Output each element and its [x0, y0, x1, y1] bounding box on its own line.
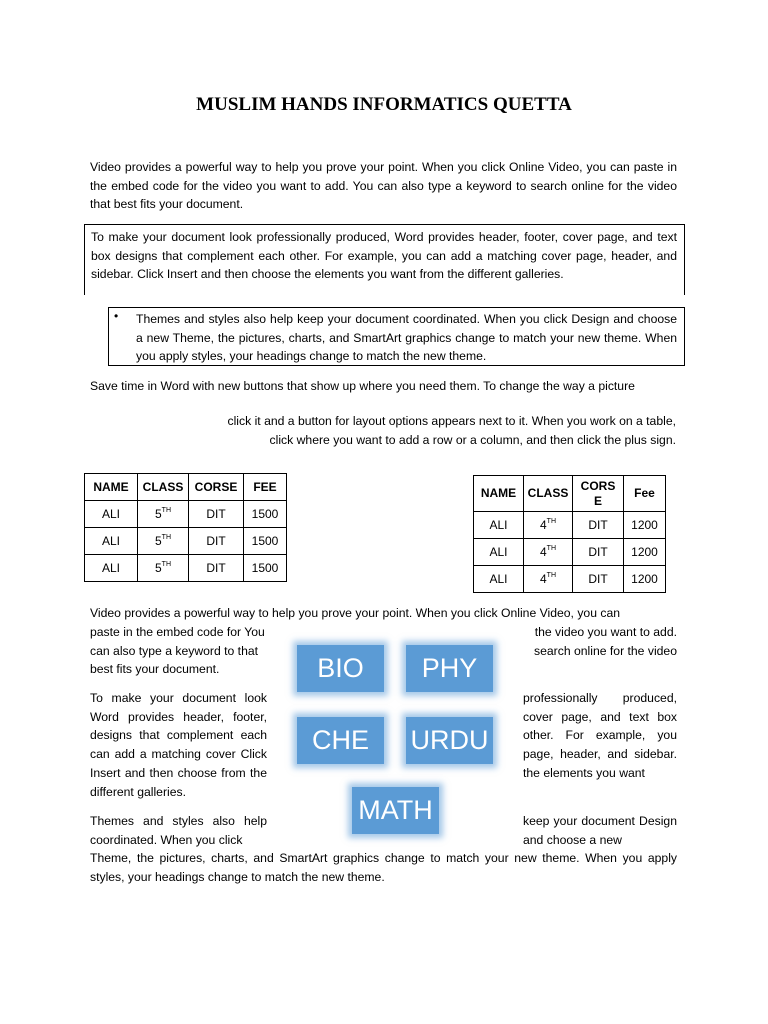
- wrap-left-block-2: To make your document look Word provides header, footer, designs that complement each can add a matching cover Click Insert and then choose from the different galleries.: [90, 691, 267, 799]
- layout-paragraph: click it and a button for layout options appears next to it. When you work on a table, click where you want to add a row or a column, and then click the plus sign.: [227, 414, 676, 447]
- tile-bio: BIO: [297, 645, 384, 692]
- name-cell: ALI: [85, 555, 138, 582]
- wrap-left-block-1: paste in the embed code for You can also type a keyword to that best fits your document.: [90, 625, 265, 677]
- name-cell: ALI: [474, 512, 524, 539]
- course-cell: DIT: [189, 528, 244, 555]
- course-cell: DIT: [189, 501, 244, 528]
- course-cell: DIT: [573, 512, 624, 539]
- column-header: CLASS: [138, 474, 189, 501]
- class-cell: 4TH: [524, 539, 573, 566]
- column-header: CORSE: [189, 474, 244, 501]
- column-header: FEE: [244, 474, 287, 501]
- wrap-right-block-1: the video you want to add. search online for the video: [534, 625, 677, 658]
- column-header: CORS E: [573, 476, 624, 512]
- class-cell: 5TH: [138, 528, 189, 555]
- course-cell: DIT: [573, 539, 624, 566]
- table-row: [474, 512, 666, 539]
- fee-cell: 1200: [624, 539, 666, 566]
- column-header: NAME: [474, 476, 524, 512]
- course-cell: DIT: [189, 555, 244, 582]
- tile-math: MATH: [352, 787, 439, 834]
- tile-urdu: URDU: [406, 717, 493, 764]
- table-row: [85, 555, 287, 582]
- class-cell: 5TH: [138, 555, 189, 582]
- tile-che: CHE: [297, 717, 384, 764]
- bullet-paragraph: Themes and styles also help keep your document coordinated. When you click Design and choose a new Theme, the pictures, charts, and SmartArt graphics change to match your new theme. When you apply styles, your headings change to match the new theme.: [136, 312, 677, 364]
- bullet-box: [108, 307, 685, 366]
- column-header: Fee: [624, 476, 666, 512]
- name-cell: ALI: [85, 501, 138, 528]
- class-cell: 4TH: [524, 512, 573, 539]
- student-table-left: [84, 473, 287, 582]
- column-header: NAME: [85, 474, 138, 501]
- class-cell: 4TH: [524, 566, 573, 593]
- fee-cell: 1200: [624, 512, 666, 539]
- wrap-right-block-2: professionally produced, cover page, and text box other. For example, you page, header, and sidebar. the elements you want: [523, 691, 677, 780]
- wrap-right-block-3: keep your document Design and choose a new: [523, 814, 677, 847]
- table-row: [85, 501, 287, 528]
- column-header: CLASS: [524, 476, 573, 512]
- class-cell: 5TH: [138, 501, 189, 528]
- table-row: [474, 539, 666, 566]
- fee-cell: 1500: [244, 555, 287, 582]
- table-row: [474, 566, 666, 593]
- wrap-left-block-3: Themes and styles also help coordinated. When you click: [90, 814, 267, 847]
- wrap-tail-paragraph: Theme, the pictures, charts, and SmartArt graphics change to match your new theme. When you apply styles, your headings change to match the new theme.: [90, 851, 677, 884]
- intro-paragraph: Video provides a powerful way to help you prove your point. When you click Online Video, you can paste in the embed code for the video you want to add. You can also type a keyword to search online for the video that best fits your document.: [90, 160, 677, 212]
- box-paragraph: To make your document look professionally produced, Word provides header, footer, cover page, and text box designs that complement each other. For example, you can add a matching cover page, header, and sidebar. Click Insert and then choose the elements you want from the different galleries.: [91, 230, 677, 282]
- page-title: MUSLIM HANDS INFORMATICS QUETTA: [196, 94, 572, 115]
- course-cell: DIT: [573, 566, 624, 593]
- fee-cell: 1500: [244, 501, 287, 528]
- table-header-row: [474, 476, 666, 512]
- fee-cell: 1500: [244, 528, 287, 555]
- table-header-row: [85, 474, 287, 501]
- table-row: [85, 528, 287, 555]
- fee-cell: 1200: [624, 566, 666, 593]
- wrap-first-line: Video provides a powerful way to help you prove your point. When you click Online Video, you can: [90, 606, 621, 620]
- name-cell: ALI: [85, 528, 138, 555]
- name-cell: ALI: [474, 539, 524, 566]
- bullet-icon: •: [114, 309, 119, 323]
- save-time-paragraph: Save time in Word with new buttons that show up where you need them. To change the way a picture: [90, 379, 635, 393]
- tile-phy: PHY: [406, 645, 493, 692]
- bordered-text-box: [84, 224, 685, 295]
- student-table-right: [473, 475, 666, 593]
- name-cell: ALI: [474, 566, 524, 593]
